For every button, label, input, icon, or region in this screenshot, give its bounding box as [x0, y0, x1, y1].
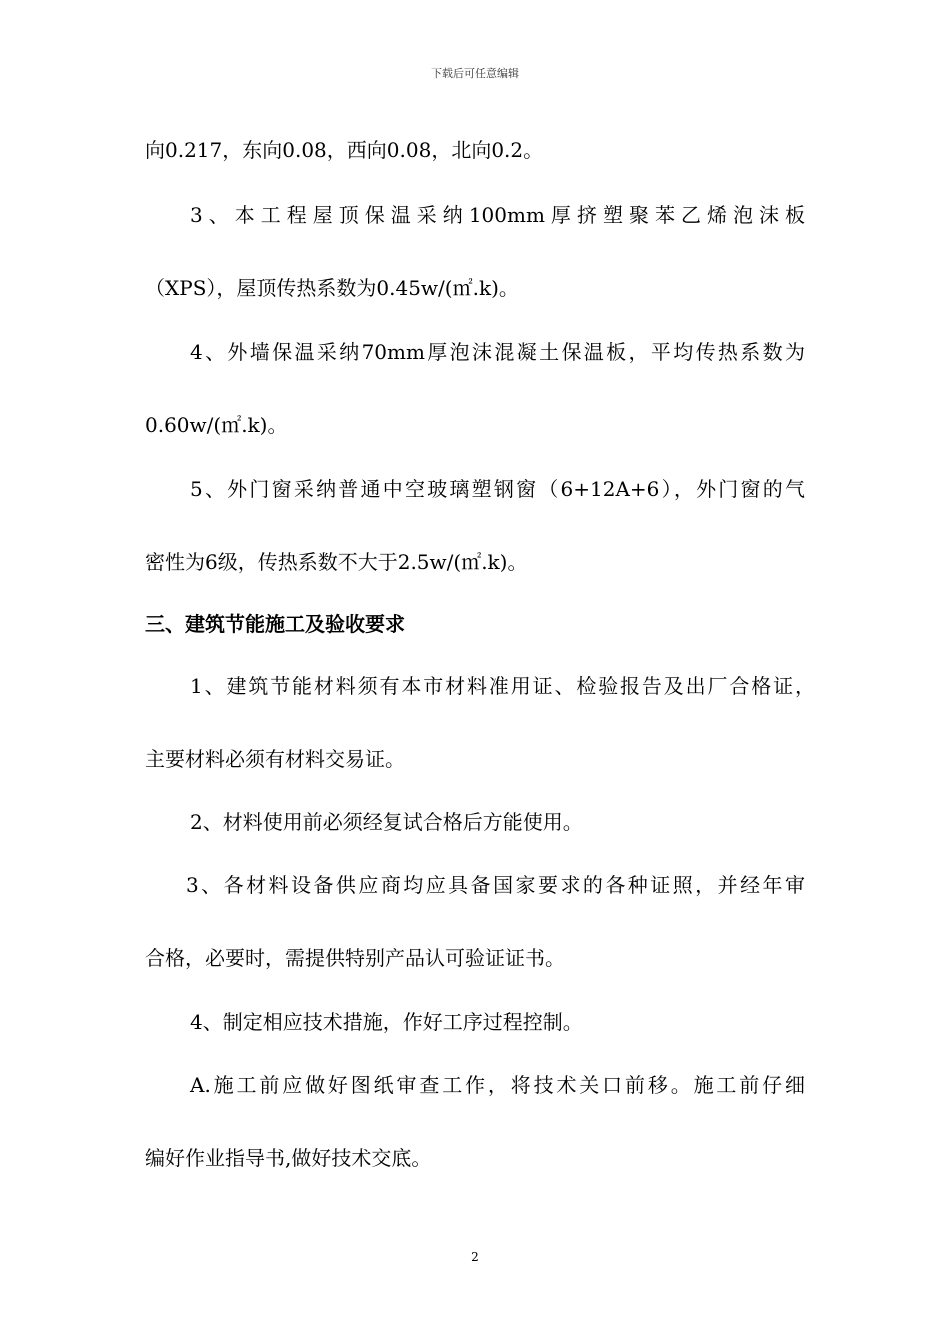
text-line-14: 4、制定相应技术措施，作好工序过程控制。 [190, 1010, 583, 1034]
text-line-11: 2、材料使用前必须经复试合格后方能使用。 [190, 810, 583, 834]
text-line-4: 4、外墙保温采纳70mm厚泡沫混凝土保温板，平均传热系数为 [190, 340, 805, 364]
text-line-15: A.施工前应做好图纸审查工作，将技术关口前移。施工前仔细 [190, 1073, 805, 1097]
text-line-7: 密性为6级，传热系数不大于2.5w/(㎡.k)。 [145, 550, 528, 574]
text-line-5: 0.60w/(㎡.k)。 [145, 413, 288, 437]
text-line-9: 1、建筑节能材料须有本市材料准用证、检验报告及出厂合格证， [190, 674, 815, 698]
text-line-12: 3、各材料设备供应商均应具备国家要求的各种证照，并经年审 [186, 873, 805, 897]
text-line-6: 5、外门窗采纳普通中空玻璃塑钢窗（6+12A+6），外门窗的气 [190, 477, 805, 501]
text-line-2: 3、本工程屋顶保温采纳100mm厚挤塑聚苯乙烯泡沫板 [190, 203, 805, 227]
text-line-10: 主要材料必须有材料交易证。 [145, 747, 405, 771]
text-line-16: 编好作业指导书,做好技术交底。 [145, 1146, 432, 1170]
text-line-13: 合格，必要时，需提供特别产品认可验证证书。 [145, 946, 565, 970]
text-line-3: （XPS），屋顶传热系数为0.45w/(㎡.k)。 [145, 276, 519, 300]
text-line-1: 向0.217，东向0.08，西向0.08，北向0.2。 [145, 138, 544, 162]
page-number: 2 [471, 1250, 479, 1264]
section-heading: 三、建筑节能施工及验收要求 [145, 612, 405, 636]
page-header: 下载后可任意编辑 [431, 67, 519, 80]
